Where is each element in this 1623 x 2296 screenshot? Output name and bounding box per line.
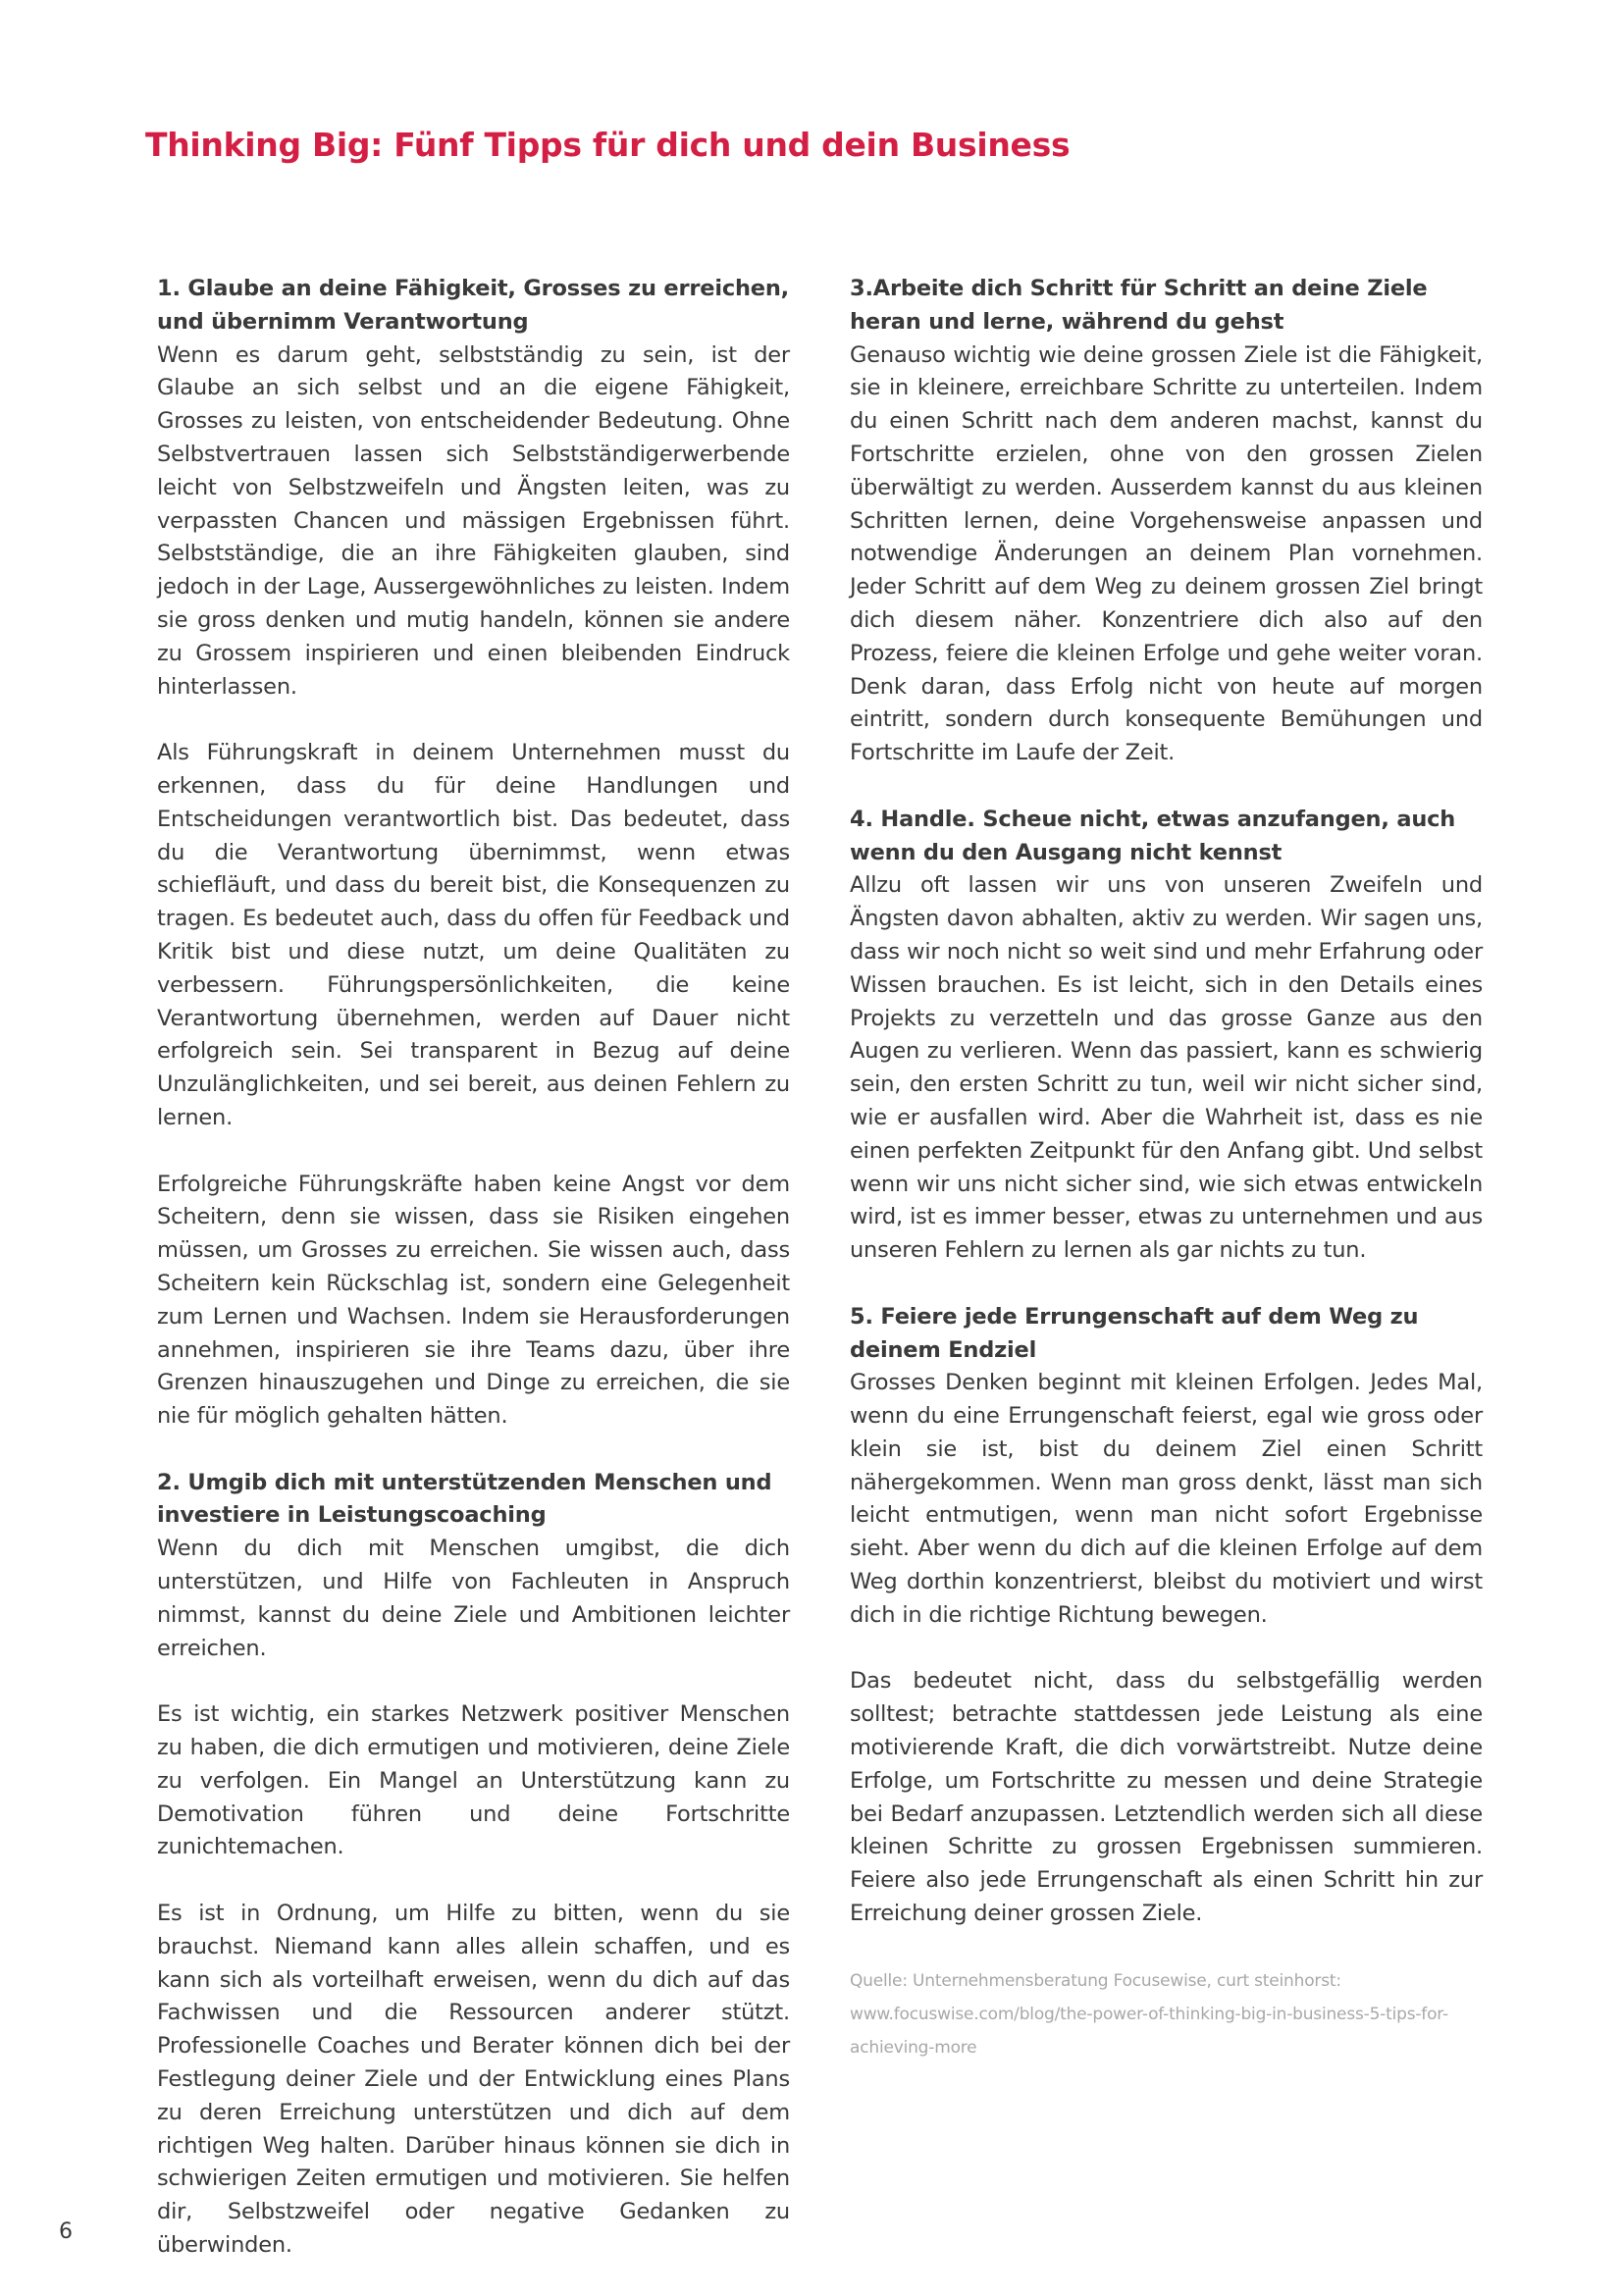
paragraph: Allzu oft lassen wir uns von unseren Zweifeln und Ängsten davon abhalten, aktiv zu werden. Wir sagen uns, dass wir noch nicht so weit sind und mehr Erfahrung oder Wissen brauchen. Es ist leicht, sich in den Details eines Projekts zu verzetteln und das grosse Ganze aus den Augen zu verlieren. Wenn das passiert, kann es schwierig sein, den ersten Schritt zu tun, weil wir nicht sicher sind, wie er ausfallen wird. Aber die Wahrheit ist, dass es nie einen perfekten Zeitpunkt für den Anfang gibt. Und selbst wenn wir uns nicht sicher sind, wie sich etwas entwickeln wird, ist es immer besser, etwas zu unternehmen und aus unseren Fehlern zu lernen als gar nichts zu tun. xyxy=(850,872,1483,1264)
section-3 xyxy=(850,273,1483,770)
left-column xyxy=(157,273,790,2296)
paragraph: Erfolgreiche Führungskräfte haben keine Angst vor dem Scheitern, denn sie wissen, dass sie Risiken eingehen müssen, um Grosses zu erreichen. Sie wissen auch, dass Scheitern kein Rückschlag ist, sondern eine Gelegenheit zum Lernen und Wachsen. Indem sie Herausforderungen annehmen, inspirieren sie ihre Teams dazu, über ihre Grenzen hinauszugehen und Dinge zu erreichen, die sie nie für möglich gehalten hätten. xyxy=(157,1171,790,1430)
paragraph: Es ist in Ordnung, um Hilfe zu bitten, wenn du sie brauchst. Niemand kann alles allein schaffen, und es kann sich als vorteilhaft erweisen, wenn du dich auf das Fachwissen und die Ressourcen anderer stützt. Professionelle Coaches und Berater können dich bei der Festlegung deiner Ziele und der Entwicklung eines Plans zu deren Erreichung unterstützen und dich auf dem richtigen Weg halten. Darüber hinaus können sie dich in schwierigen Zeiten ermutigen und motivieren. Sie helfen dir, Selbstzweifel oder negative Gedanken zu überwinden. xyxy=(157,1901,790,2259)
section-5 xyxy=(850,1301,1483,1931)
section-heading: 2. Umgib dich mit unterstützenden Menschen und investiere in Leistungscoaching xyxy=(157,1469,772,1529)
paragraph: Genauso wichtig wie deine grossen Ziele ist die Fähigkeit, sie in kleinere, erreichbare Schritte zu unterteilen. Indem du einen Schritt nach dem anderen machst, kannst du Fortschritte erzielen, ohne von den grossen Zielen überwältigt zu werden. Ausserdem kannst du aus kleinen Schritten lernen, deine Vorgehensweise anpassen und notwendige Änderungen an deinem Plan vornehmen. Jeder Schritt auf dem Weg zu deinem grossen Ziel bringt dich diesem näher. Konzentriere dich also auf den Prozess, feiere die kleinen Erfolge und gehe weiter voran. Denk daran, dass Erfolg nicht von heute auf morgen eintritt, sondern durch konsequente Bemühungen und Fortschritte im Laufe der Zeit. xyxy=(850,341,1483,766)
page-number: 6 xyxy=(59,2219,73,2244)
section-heading: 4. Handle. Scheue nicht, etwas anzufangen, auch wenn du den Ausgang nicht kennst xyxy=(850,806,1456,865)
right-column xyxy=(850,273,1483,2064)
paragraph: Grosses Denken beginnt mit kleinen Erfolgen. Jedes Mal, wenn du eine Errungenschaft feierst, egal wie gross oder klein sie ist, bist du deinem Ziel einen Schritt nähergekommen. Wenn man gross denkt, lässt man sich leicht entmutigen, wenn man nicht sofort Ergebnisse sieht. Aber wenn du dich auf die kleinen Erfolge auf dem Weg dorthin konzentrierst, bleibst du motiviert und wirst dich in die richtige Richtung bewegen. xyxy=(850,1370,1483,1628)
section-2 xyxy=(157,1467,790,2263)
source-citation: Quelle: Unternehmensberatung Focusewise, curt steinhorst: www.focuswise.com/blog/the-power-of-thinking-big-in-business-5-tips-for-achieving-more xyxy=(850,1970,1448,2058)
section-heading: 5. Feiere jede Errungenschaft auf dem Weg zu deinem Endziel xyxy=(850,1303,1419,1363)
paragraph: Es ist wichtig, ein starkes Netzwerk positiver Menschen zu haben, die dich ermutigen und motivieren, deine Ziele zu verfolgen. Ein Mangel an Unterstützung kann zu Demotivation führen und deine Fortschritte zunichtemachen. xyxy=(157,1701,790,1860)
section-heading: 1. Glaube an deine Fähigkeit, Grosses zu erreichen, und übernimm Verantwortung xyxy=(157,276,790,335)
paragraph: Das bedeutet nicht, dass du selbstgefällig werden solltest; betrachte stattdessen jede Leistung als eine motivierende Kraft, die dich vorwärtstreibt. Nutze deine Erfolge, um Fortschritte zu messen und deine Strategie bei Bedarf anzupassen. Letztendlich werden sich all diese kleinen Schritte zu grossen Ergebnissen summieren. Feiere also jede Errungenschaft als einen Schritt hin zur Erreichung deiner grossen Ziele. xyxy=(850,1668,1483,1927)
section-1 xyxy=(157,273,790,1434)
paragraph: Wenn du dich mit Menschen umgibst, die dich unterstützen, und Hilfe von Fachleuten in Anspruch nimmst, kannst du deine Ziele und Ambitionen leichter erreichen. xyxy=(157,1536,790,1661)
paragraph: Als Führungskraft in deinem Unternehmen musst du erkennen, dass du für deine Handlungen und Entscheidungen verantwortlich bist. Das bedeutet, dass du die Verantwortung übernimmst, wenn etwas schiefläuft, und dass du bereit bist, die Konsequenzen zu tragen. Es bedeutet auch, dass du offen für Feedback und Kritik bist und diese nutzt, um deine Qualitäten zu verbessern. Führungspersönlichkeiten, die keine Verantwortung übernehmen, werden auf Dauer nicht erfolgreich sein. Sei transparent in Bezug auf deine Unzulänglichkeiten, und sei bereit, aus deinen Fehlern zu lernen. xyxy=(157,740,790,1130)
section-heading: 3.Arbeite dich Schritt für Schritt an deine Ziele heran und lerne, während du gehst xyxy=(850,276,1428,335)
section-4 xyxy=(850,804,1483,1268)
paragraph: Wenn es darum geht, selbstständig zu sein, ist der Glaube an sich selbst und an die eigene Fähigkeit, Grosses zu leisten, von entscheidender Bedeutung. Ohne Selbstvertrauen lassen sich Selbstständigerwerbende leicht von Selbstzweifeln und Ängsten leiten, was zu verpassten Chancen und mässigen Ergebnissen führt. Selbstständige, die an ihre Fähigkeiten glauben, sind jedoch in der Lage, Aussergewöhnliches zu leisten. Indem sie gross denken und mutig handeln, können sie andere zu Grossem inspirieren und einen bleibenden Eindruck hinterlassen. xyxy=(157,341,790,700)
page-title: Thinking Big: Fünf Tipps für dich und dein Business xyxy=(145,126,1071,164)
